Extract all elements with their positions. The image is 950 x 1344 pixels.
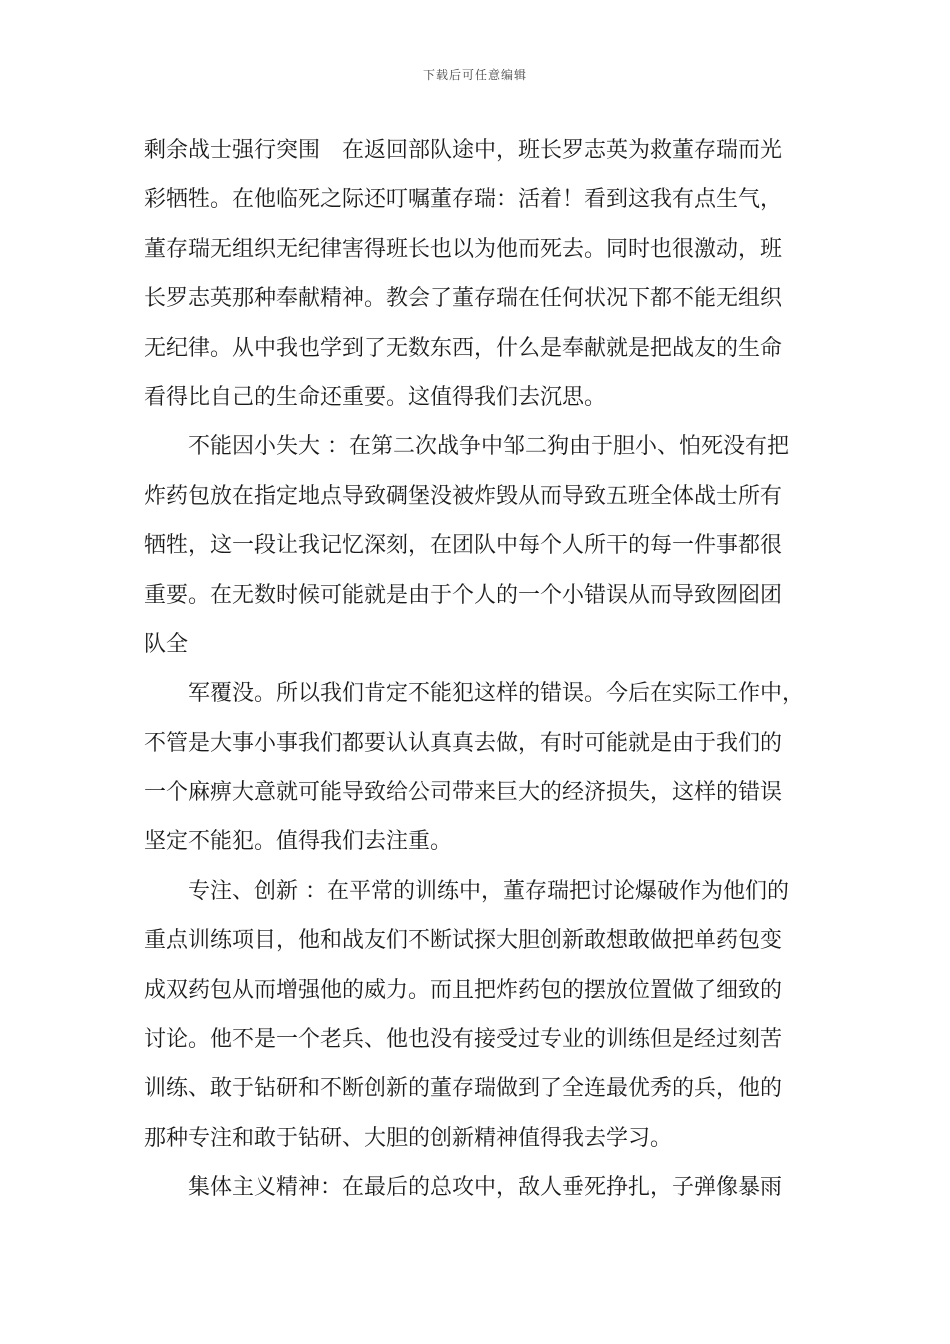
text-line: 无纪律。从中我也学到了无数东西，什么是奉献就是把战友的生命 — [144, 335, 783, 361]
paragraph — [144, 428, 814, 675]
paragraph — [144, 873, 814, 1169]
text-line: 那种专注和敢于钻研、大胆的创新精神值得我去学习。 — [144, 1125, 673, 1151]
text-line: 军覆没。所以我们肯定不能犯这样的错误。今后在实际工作中， — [188, 681, 805, 707]
text-line: 剩余战士强行突围 在返回部队途中，班长罗志英为救董存瑞而光 — [144, 138, 783, 163]
text-line: 长罗志英那种奉献精神。教会了董存瑞在任何状况下都不能无组织 — [144, 286, 783, 312]
text-line: 训练、敢于钻研和不断创新的董存瑞做到了全连最优秀的兵，他的 — [144, 1076, 783, 1102]
text-line: 一个麻痹大意就可能导致给公司带来巨大的经济损失，这样的错误 — [144, 780, 783, 806]
text-line: 炸药包放在指定地点导致碉堡没被炸毁从而导致五班全体战士所有 — [144, 483, 783, 509]
text-line: 集体主义精神：在最后的总攻中，敌人垂死挣扎，子弹像暴雨 — [188, 1175, 783, 1201]
text-line: 讨论。他不是一个老兵、他也没有接受过专业的训练但是经过刻苦 — [144, 1027, 783, 1053]
document-body — [144, 132, 814, 1219]
text-line: 牺牲，这一段让我记忆深刻，在团队中每个人所干的每一件事都很 — [144, 533, 783, 559]
text-line: 队全 — [144, 631, 189, 657]
text-line: 成双药包从而增强他的威力。而且把炸药包的摆放位置做了细致的 — [144, 977, 783, 1003]
text-line: 坚定不能犯。值得我们去注重。 — [144, 829, 453, 855]
text-line: 专注、创新 ：在平常的训练中，董存瑞把讨论爆破作为他们的 — [188, 878, 789, 904]
paragraph — [144, 1169, 814, 1218]
page-header: 下载后可任意编辑 — [422, 68, 527, 82]
text-line: 不管是大事小事我们都要认认真真去做，有时可能就是由于我们的 — [144, 730, 783, 756]
paragraph — [144, 132, 814, 428]
text-line: 重要。在无数时候可能就是由于个人的一个小错误从而导致囫囵团 — [144, 582, 783, 608]
text-line: 彩牺牲。在他临死之际还叮嘱董存瑞：活着！看到这我有点生气， — [144, 187, 783, 213]
text-line: 董存瑞无组织无纪律害得班长也以为他而死去。同时也很激动，班 — [144, 236, 783, 262]
text-line: 不能因小失大 ：在第二次战争中邹二狗由于胆小、怕死没有把 — [188, 434, 789, 460]
text-line: 看得比自己的生命还重要。这值得我们去沉思。 — [144, 384, 607, 410]
paragraph — [144, 675, 814, 873]
text-line: 重点训练项目，他和战友们不断试探大胆创新敢想敢做把单药包变 — [144, 928, 783, 954]
